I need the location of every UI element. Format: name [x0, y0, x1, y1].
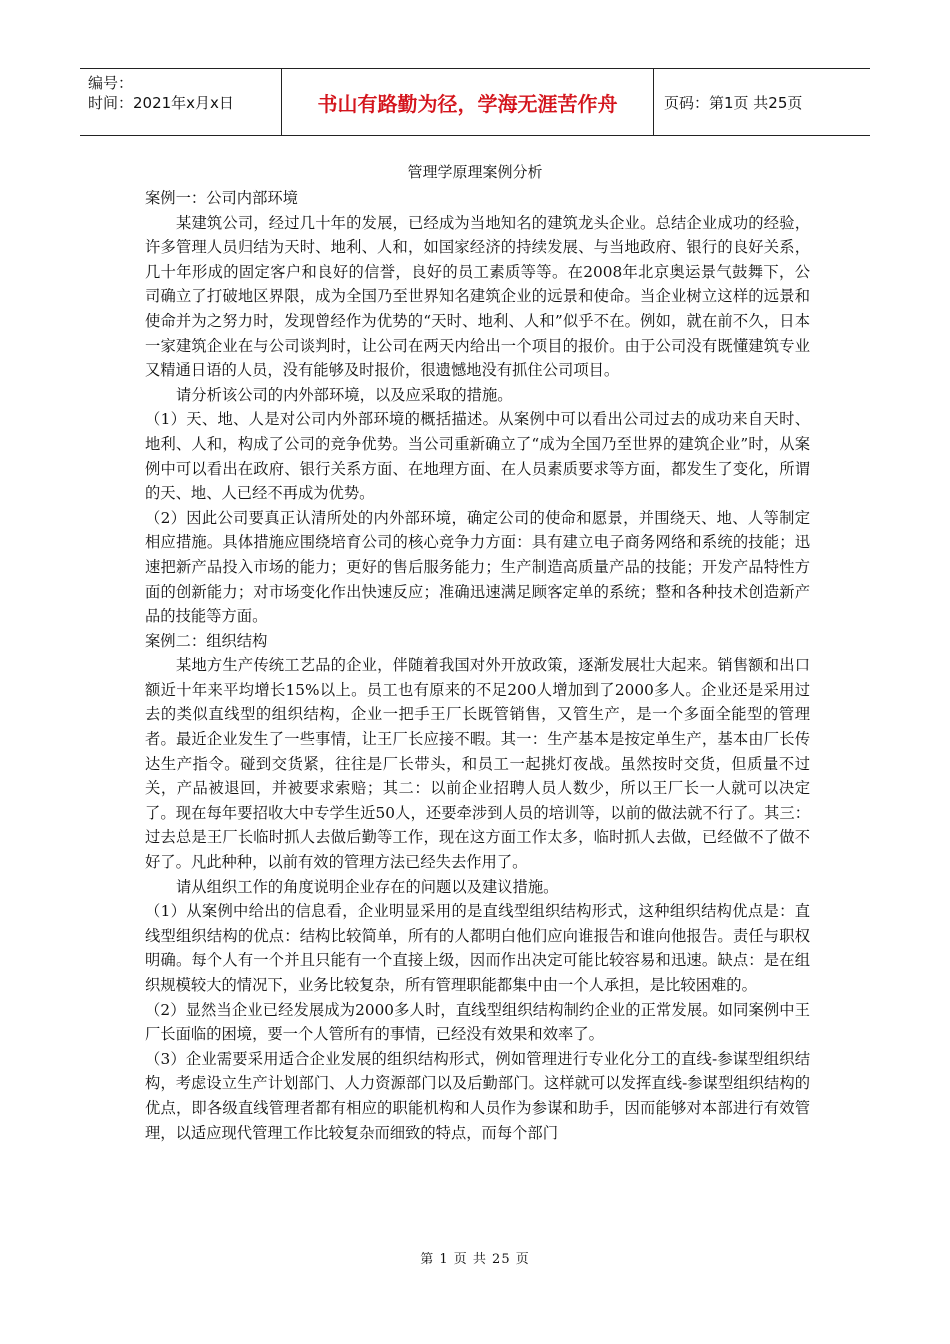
header-meta — [80, 69, 282, 135]
case-two-heading: 案例二：组织结构 — [145, 631, 268, 650]
case-one-answer-1: （1）天、地、人是对公司内外部环境的概括描述。从案例中可以看出公司过去的成功来自天时、地利、人和，构成了公司的竞争优势。当公司重新确立了“成为全国乃至世界的建筑企业”时，从案例中可以看出在政府、银行关系方面、在地理方面、在人员素质要求等方面，都发生了变化，所谓的天、地、人已经不再成为优势。 — [145, 410, 810, 503]
header-slogan: 书山有路勤为径，学海无涯苦作舟 — [282, 69, 654, 135]
case-two-answer-3: （3）企业需要采用适合企业发展的组织结构形式，例如管理进行专业化分工的直线-参谋型组织结构，考虑设立生产计划部门、人力资源部门以及后勤部门。这样就可以发挥直线-参谋型组织结构的优点，即各级直线管理者都有相应的职能机构和人员作为参谋和助手，因而能够对本部进行有效管理，以适应现代管理工作比较复杂而细致的特点，而每个部门 — [145, 1049, 810, 1142]
case-one-answer-2: （2）因此公司要真正认清所处的内外部环境，确定公司的使命和愿景，并围绕天、地、人等制定相应措施。具体措施应围绕培育公司的核心竞争力方面：具有建立电子商务网络和系统的技能；迅速把新产品投入市场的能力；更好的售后服务能力；生产制造高质量产品的技能；开发产品特性方面的创新能力；对市场变化作出快速反应；准确迅速满足顾客定单的系统；整和各种技术创造新产品的技能等方面。 — [145, 508, 810, 626]
case-one-heading: 案例一：公司内部环境 — [145, 189, 298, 207]
case-two-question: 请从组织工作的角度说明企业存在的问题以及建议措施。 — [176, 877, 559, 896]
case-two-text: 某地方生产传统工艺品的企业，伴随着我国对外开放政策，逐渐发展壮大起来。销售额和出口额近十年来平均增长15%以上。员工也有原来的不足200人增加到了2000多人。企业还是采用过去的类似直线型的组织结构，企业一把手王厂长既管销售，又管生产，是一个多面全能型的管理者。最近企业发生了一些事情，让王厂长应接不暇。其一：生产基本是按定单生产，基本由厂长传达生产指令。碰到交货紧，往往是厂长带头，和员工一起挑灯夜战。虽然按时交货，但质量不过关，产品被退回，并被要求索赔；其二：以前企业招聘人员人数少，所以王厂长一人就可以决定了。现在每年要招收大中专学生近50人，还要牵涉到人员的培训等，以前的做法就不行了。其三：过去总是王厂长临时抓人去做后勤等工作，现在这方面工作太多，临时抓人去做，已经做不了做不好了。凡此种种，以前有效的管理方法已经失去作用了。 — [145, 656, 810, 872]
document-date: 时间：2021年x月x日 — [88, 94, 234, 112]
case-two-answer-1: （1）从案例中给出的信息看，企业明显采用的是直线型组织结构形式，这种组织结构优点是：直线型组织结构的优点：结构比较简单，所有的人都明白他们应向谁报告和谁向他报告。责任与职权明确。每个人有一个并且只能有一个直接上级，因而作出决定可能比较容易和迅速。缺点：是在组织规模较大的情况下，业务比较复杂，所有管理职能都集中由一个人承担，是比较困难的。 — [145, 902, 810, 994]
header-page-number: 页码：第1页 共25页 — [664, 93, 803, 112]
document-title: 管理学原理案例分析 — [407, 163, 543, 181]
case-one-question: 请分析该公司的内外部环境，以及应采取的措施。 — [176, 385, 513, 404]
case-two-answer-2: （2）显然当企业已经发展成为2000多人时，直线型组织结构制约企业的正常发展。如同案例中王厂长面临的困境，要一个人管所有的事情，已经没有效果和效率了。 — [145, 1000, 810, 1044]
page-footer: 第 1 页 共 25 页 — [420, 1252, 530, 1267]
document-body — [145, 186, 810, 1145]
page-header — [80, 68, 870, 136]
document-number-label: 编号： — [88, 74, 134, 92]
case-one-text: 某建筑公司，经过几十年的发展，已经成为当地知名的建筑龙头企业。总结企业成功的经验，许多管理人员归结为天时、地利、人和，如国家经济的持续发展、与当地政府、银行的良好关系，几十年形成的固定客户和良好的信誉，良好的员工素质等等。在2008年北京奥运景气鼓舞下，公司确立了打破地区界限，成为全国乃至世界知名建筑企业的远景和使命。当企业树立这样的远景和使命并为之努力时，发现曾经作为优势的“天时、地利、人和”似乎不在。例如，就在前不久，日本一家建筑企业在与公司谈判时，让公司在两天内给出一个项目的报价。由于公司没有既懂建筑专业又精通日语的人员，没有能够及时报价，很遗憾地没有抓住公司项目。 — [145, 213, 810, 380]
